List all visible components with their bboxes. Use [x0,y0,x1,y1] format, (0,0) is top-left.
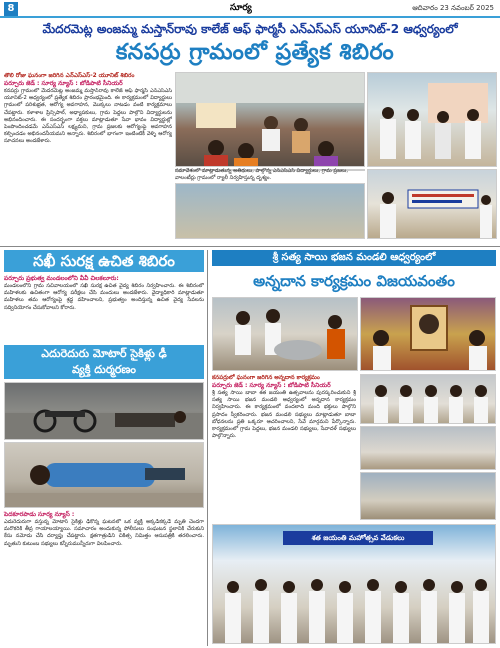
health-camp-text [4,275,204,343]
annadanam-text [212,374,356,520]
accident-photo-1 [4,382,204,440]
health-camp-title: సఖీ సురక్ష ఉచిత శిబిరం [4,250,204,272]
masthead: సూర్య [230,3,252,13]
page-number: 8 [4,2,18,16]
accident-text [4,511,204,645]
top-story-photo-1 [175,72,365,167]
top-story-byline: పర్చూరు జెడ్ : సూర్య న్యూస్ : బోడిపాటి సీనియర్ [4,80,123,87]
procession-group-icon [213,525,496,644]
accident-title [4,345,204,379]
annadanam-photo-6 [212,524,496,644]
devotees-group-icon [361,375,496,424]
injured-person-icon [5,443,204,508]
accident-title-line-2: వ్యక్తి దుర్మరణం [71,363,137,376]
health-camp-body: మండలంలోని గ్రామ సచివాలయంలో సఖీ సురక్ష ఉచిత వైద్య శిబిరం నిర్వహించారు. ఈ శిబిరంలో మహిళలకు ఉచితంగా ఆరోగ్య పరీక్షలు చేసి మందులు అందజేశారు. వైద్యాధికారి మాట్లాడుతూ మహిళలు తమ ఆరోగ్యంపై శ్రద్ధ వహించాలని, ప్రభుత్వం అందిస్తున్న ఉచిత వైద్య సేవలను సద్వినియోగం చేసుకోవాలని కోరారు. [4,283,204,311]
top-story-banner: మేదరమెట్ల అంజమ్మ మస్తాన్‌రావు కాలేజ్ ఆఫ్ ఫార్మసీ ఎన్‌ఎస్‌ఎస్ యూనిట్-2 ఆధ్వర్యంలో [42,22,458,36]
page-header [0,0,500,18]
annadanam-photo-5 [360,472,496,520]
annadanam-headline: అన్నదాన కార్యక్రమం విజయవంతం [253,272,455,290]
annadanam-photo-3 [360,374,496,424]
annadanam-subhead: కనపర్రులో ఘనంగా జరిగిన అన్నదాన కార్యక్రమం [212,375,320,381]
top-story-photo-5 [367,169,497,239]
annadanam-photo-1 [212,297,358,371]
annadanam-photo-2 [360,297,496,371]
top-story-subhead: తొలి రోజు ఘనంగా జరిగిన ఎన్‌ఎస్‌ఎస్-2 యూనిట్ శిబిరం [4,73,135,79]
annadanam-byline: పర్చూరు జెడ్ : సూర్య న్యూస్ : బోడిపాటి సీనియర్ [212,382,331,389]
section-divider [0,246,500,247]
top-story-body: కనపర్రు గ్రామంలో మేదరమెట్ల అంజమ్మ మస్తాన్‌రావు కాలేజ్ ఆఫ్ ఫార్మసీ ఎన్‌ఎస్‌ఎస్ యూనిట్-2 ఆధ్వర్యంలో ప్రత్యేక శిబిరం ప్రారంభమైంది. ఈ కార్యక్రమంలో విద్యార్థులు గ్రామంలో పరిశుభ్రత, ఆరోగ్య అవగాహన, మొక్కలు నాటడం వంటి కార్యక్రమాలు చేపట్టారు. కళాశాల ప్రిన్సిపాల్, అధ్యాపకులు, గ్రామ పెద్దలు పాల్గొని విద్యార్థులను అభినందించారు. ఈ సందర్భంగా వక్తలు మాట్లాడుతూ సేవా భావం విద్యార్థుల్లో పెంపొందించడమే ఎన్‌ఎస్‌ఎస్ లక్ష్యమని, గ్రామ ప్రజలకు ఆరోగ్యంపై అవగాహన కల్పించడం అభినందనీయమని అన్నారు. శిబిరంలో భాగంగా ఇంటింటికీ వెళ్ళి ఆరోగ్య సూచనలు అందజేశారు. [4,88,172,145]
banner-rally-icon [368,170,497,239]
accident-body: ఎదురెదురుగా వస్తున్న మోటార్ సైకిళ్లు ఢీకొన్న ఘటనలో ఒక వ్యక్తి అక్కడికక్కడే మృతి చెందగా మరొకరికి తీవ్ర గాయాలయ్యాయి. సమాచారం అందుకున్న పోలీసులు సంఘటన స్థలానికి చేరుకుని కేసు నమోదు చేసి దర్యాప్తు చేపట్టారు. క్షతగాత్రుడిని చికిత్స నిమిత్తం ఆసుపత్రికి తరలించారు. మృతుని కుటుంబ సభ్యులు కన్నీరుమున్నీరుగా విలపించారు. [4,519,204,547]
top-story-photo-caption: సమావేశంలో మాట్లాడుతున్న అతిథులు, పాల్గొన్న ఎన్‌ఎస్‌ఎస్ విద్యార్థులు, గ్రామ ప్రజలు, వాలంటీర్లు గ్రామంలో ర్యాలీ నిర్వహిస్తున్న దృశ్యం. [175,168,348,181]
annadanam-body: శ్రీ సత్య సాయి బాబా శత జయంతి ఉత్సవాలను పురస్కరించుకుని శ్రీ సత్య సాయి భజన మండలి ఆధ్వర్యంలో అన్నదాన కార్యక్రమం నిర్వహించారు. ఈ కార్యక్రమంలో వందలాది మంది భక్తులు పాల్గొని ప్రసాదం స్వీకరించారు. భజన మండలి సభ్యులు మాట్లాడుతూ బాబా బోధనలను ప్రతి ఒక్కరూ ఆచరించాలని, సేవే మార్గమని పేర్కొన్నారు. కార్యక్రమంలో గ్రామ పెద్దలు, భజన మండలి సభ్యులు, సేవాదళ్ సభ్యులు పాల్గొన్నారు. [212,390,356,440]
classroom-meeting-icon [176,73,365,167]
students-rally-icon [368,73,497,167]
annadanam-kicker: శ్రీ సత్య సాయి భజన మండలి ఆధ్వర్యంలో [212,250,496,266]
annadanam-banner-text: శత జయంతి మహోత్సవ వేడుకలు [283,531,433,545]
annadanam-photo-4 [360,426,496,470]
crashed-motorcycle-icon [5,383,204,440]
top-story-photo-4 [175,183,365,239]
column-divider [207,250,208,646]
accident-photo-2 [4,442,204,508]
food-serving-icon [213,298,358,371]
dateline: ఆదివారం 23 నవంబర్ 2025 [412,4,494,12]
accident-byline: పెదకూరపాడు సూర్య న్యూస్ : [4,511,75,518]
accident-title-line-1: ఎదురెదురు మోటార్ సైకిళ్లు ఢీ [41,347,167,360]
top-story-photo-2 [367,72,497,167]
top-story-text [4,72,172,242]
health-camp-byline: పర్చూరు ప్రభుత్వ మండలంలోని వీవీ చిలకలూరు: [4,275,119,282]
shrine-portrait-icon [361,298,496,371]
top-story-headline: కనపర్రు గ్రామంలో ప్రత్యేక శిబిరం [115,40,395,65]
